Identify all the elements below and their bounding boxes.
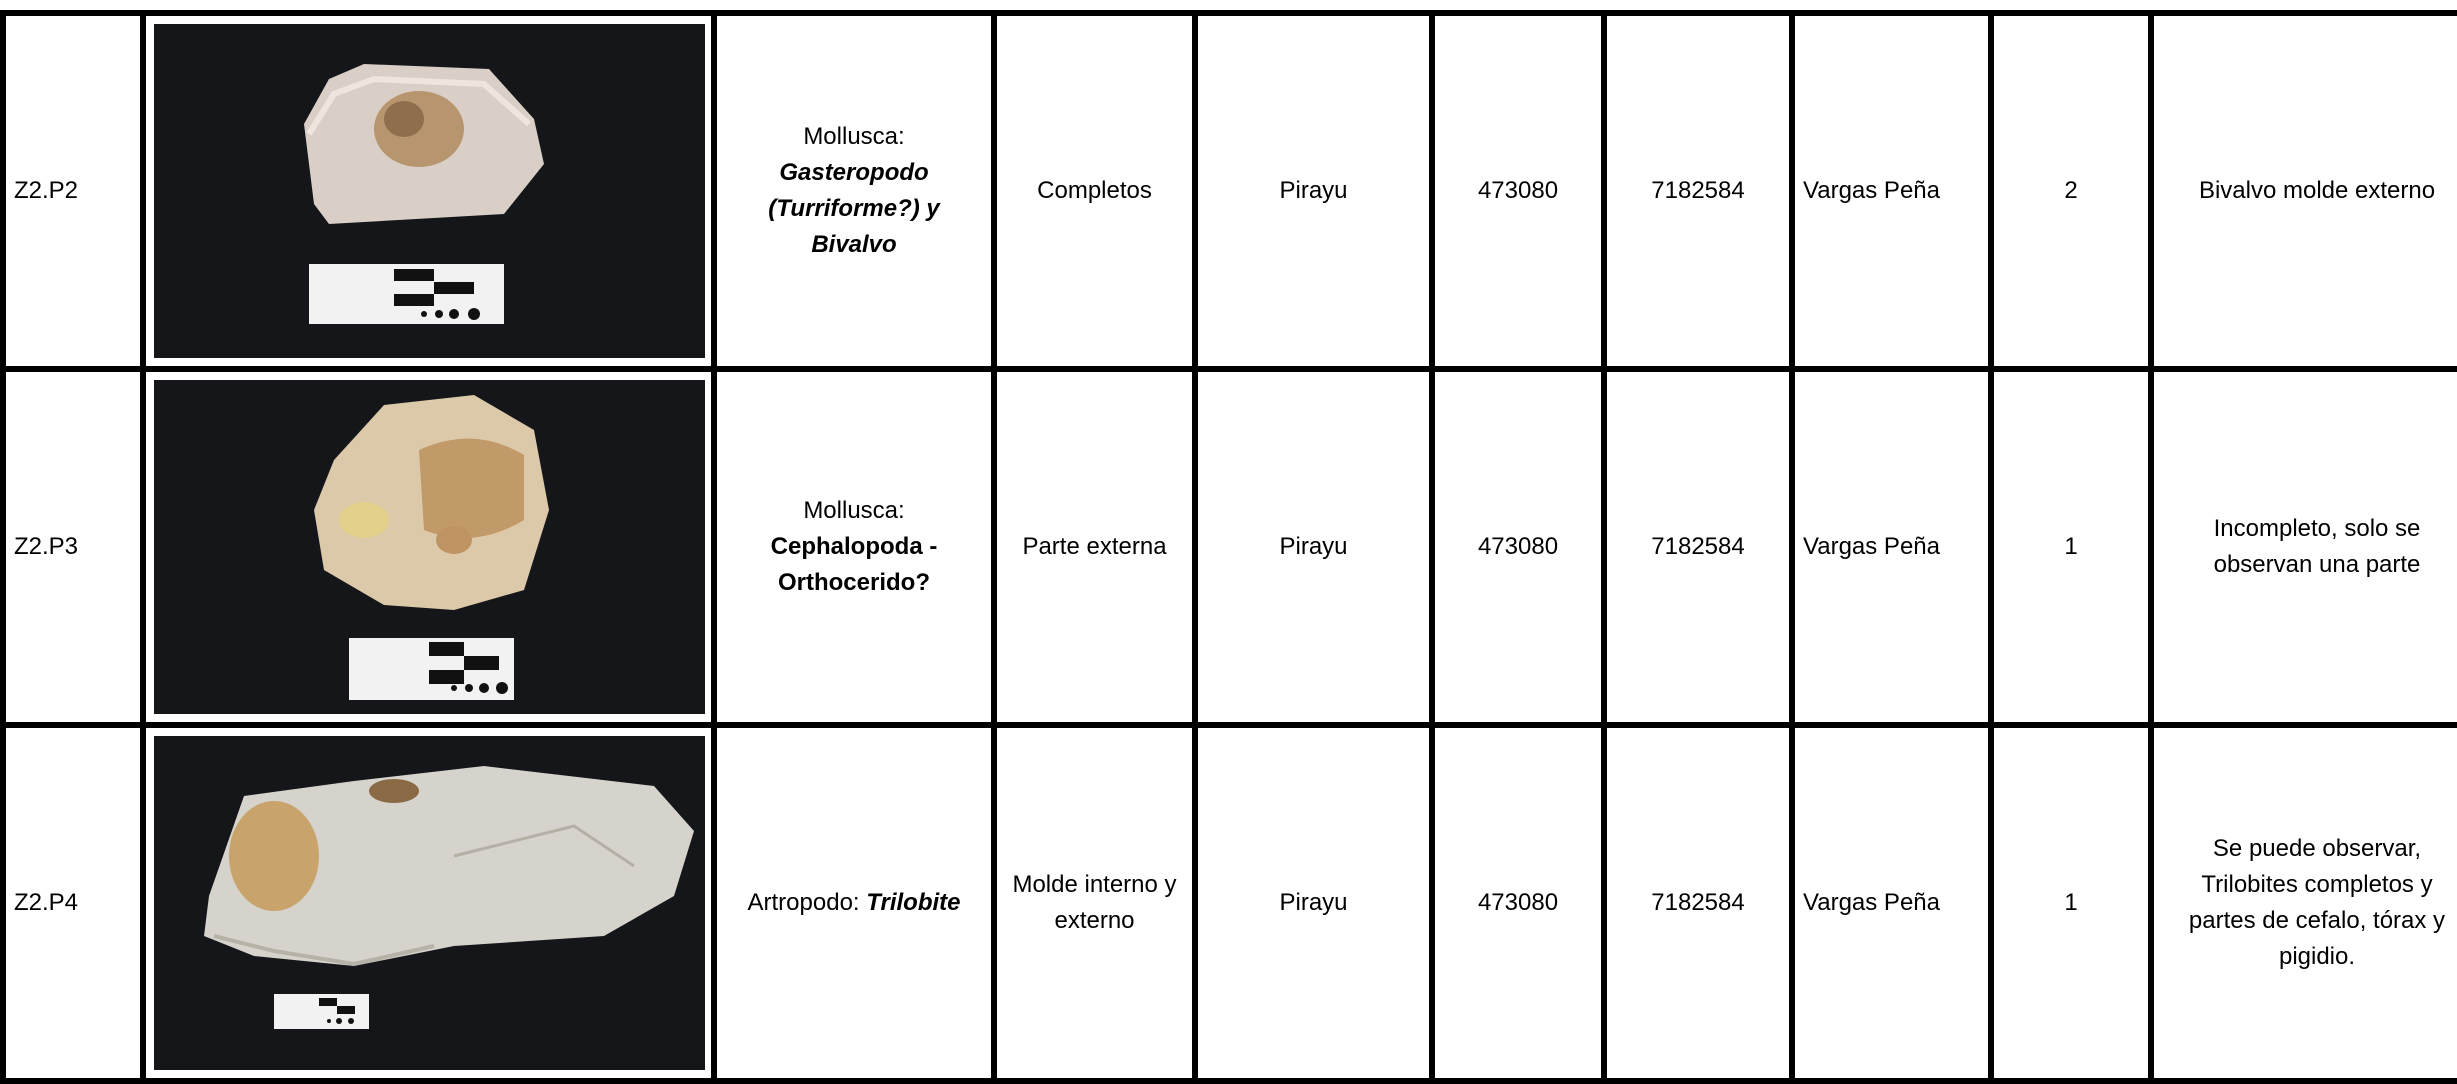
notes-cell — [2151, 369, 2457, 725]
taxon-line — [717, 885, 991, 921]
notes-cell — [2151, 725, 2457, 1081]
taxon-name-line: Cephalopoda - — [770, 533, 938, 560]
specimen-photo-cell — [143, 369, 714, 725]
utm-north-cell: 7182584 — [1604, 13, 1792, 369]
taxon-name-line: (Turriforme?) y — [768, 195, 940, 222]
place-cell: Vargas Peña — [1792, 13, 1991, 369]
formation-cell: Pirayu — [1195, 369, 1432, 725]
taxon-name-line: Orthocerido? — [777, 569, 930, 596]
notes-line: partes de cefalo, tórax y — [2188, 907, 2446, 934]
table-row — [3, 725, 2457, 1081]
formation-cell: Pirayu — [1195, 725, 1432, 1081]
taxon-group: Mollusca: — [803, 123, 905, 150]
notes-line: Trilobites completos y — [2201, 871, 2433, 898]
condition-cell — [994, 369, 1195, 725]
taxon-cell — [714, 369, 994, 725]
taxon-group: Mollusca: — [803, 497, 905, 524]
specimen-photo — [154, 380, 705, 714]
specimen-code: Z2.P3 — [3, 369, 143, 725]
place-cell: Vargas Peña — [1792, 725, 1991, 1081]
utm-east-cell: 473080 — [1432, 725, 1604, 1081]
notes-line: observan una parte — [2213, 551, 2421, 578]
specimen-photo-cell — [143, 725, 714, 1081]
fossil-catalog-table — [0, 10, 2457, 1084]
count-cell: 1 — [1991, 369, 2151, 725]
formation-cell: Pirayu — [1195, 13, 1432, 369]
utm-east-cell: 473080 — [1432, 13, 1604, 369]
notes-cell — [2151, 13, 2457, 369]
specimen-photo-cell — [143, 13, 714, 369]
count-cell: 1 — [1991, 725, 2151, 1081]
taxon-name-line: Bivalvo — [811, 231, 897, 258]
utm-north-cell: 7182584 — [1604, 725, 1792, 1081]
taxon-cell — [714, 13, 994, 369]
table-row — [3, 369, 2457, 725]
notes-line: Incompleto, solo se — [2213, 515, 2421, 542]
taxon-group: Artropodo: — [747, 889, 867, 916]
specimen-photo — [154, 24, 705, 358]
specimen-code: Z2.P2 — [3, 13, 143, 369]
place-cell: Vargas Peña — [1792, 369, 1991, 725]
count-cell: 2 — [1991, 13, 2151, 369]
condition-line: Parte externa — [1022, 533, 1167, 560]
taxon-cell — [714, 725, 994, 1081]
specimen-code: Z2.P4 — [3, 725, 143, 1081]
utm-east-cell: 473080 — [1432, 369, 1604, 725]
notes-line: pigidio. — [2278, 943, 2356, 970]
utm-north-cell: 7182584 — [1604, 369, 1792, 725]
table-row — [3, 13, 2457, 369]
condition-line: Molde interno y — [1012, 871, 1177, 898]
taxon-name-line: Gasteropodo — [779, 159, 929, 186]
condition-cell — [994, 725, 1195, 1081]
notes-line: Bivalvo molde externo — [2198, 177, 2436, 204]
taxon-name: Trilobite — [866, 889, 961, 916]
specimen-photo — [154, 736, 705, 1070]
notes-line: Se puede observar, — [2212, 835, 2422, 862]
condition-line: Completos — [1037, 177, 1152, 204]
condition-cell — [994, 13, 1195, 369]
condition-line: externo — [1054, 907, 1135, 934]
